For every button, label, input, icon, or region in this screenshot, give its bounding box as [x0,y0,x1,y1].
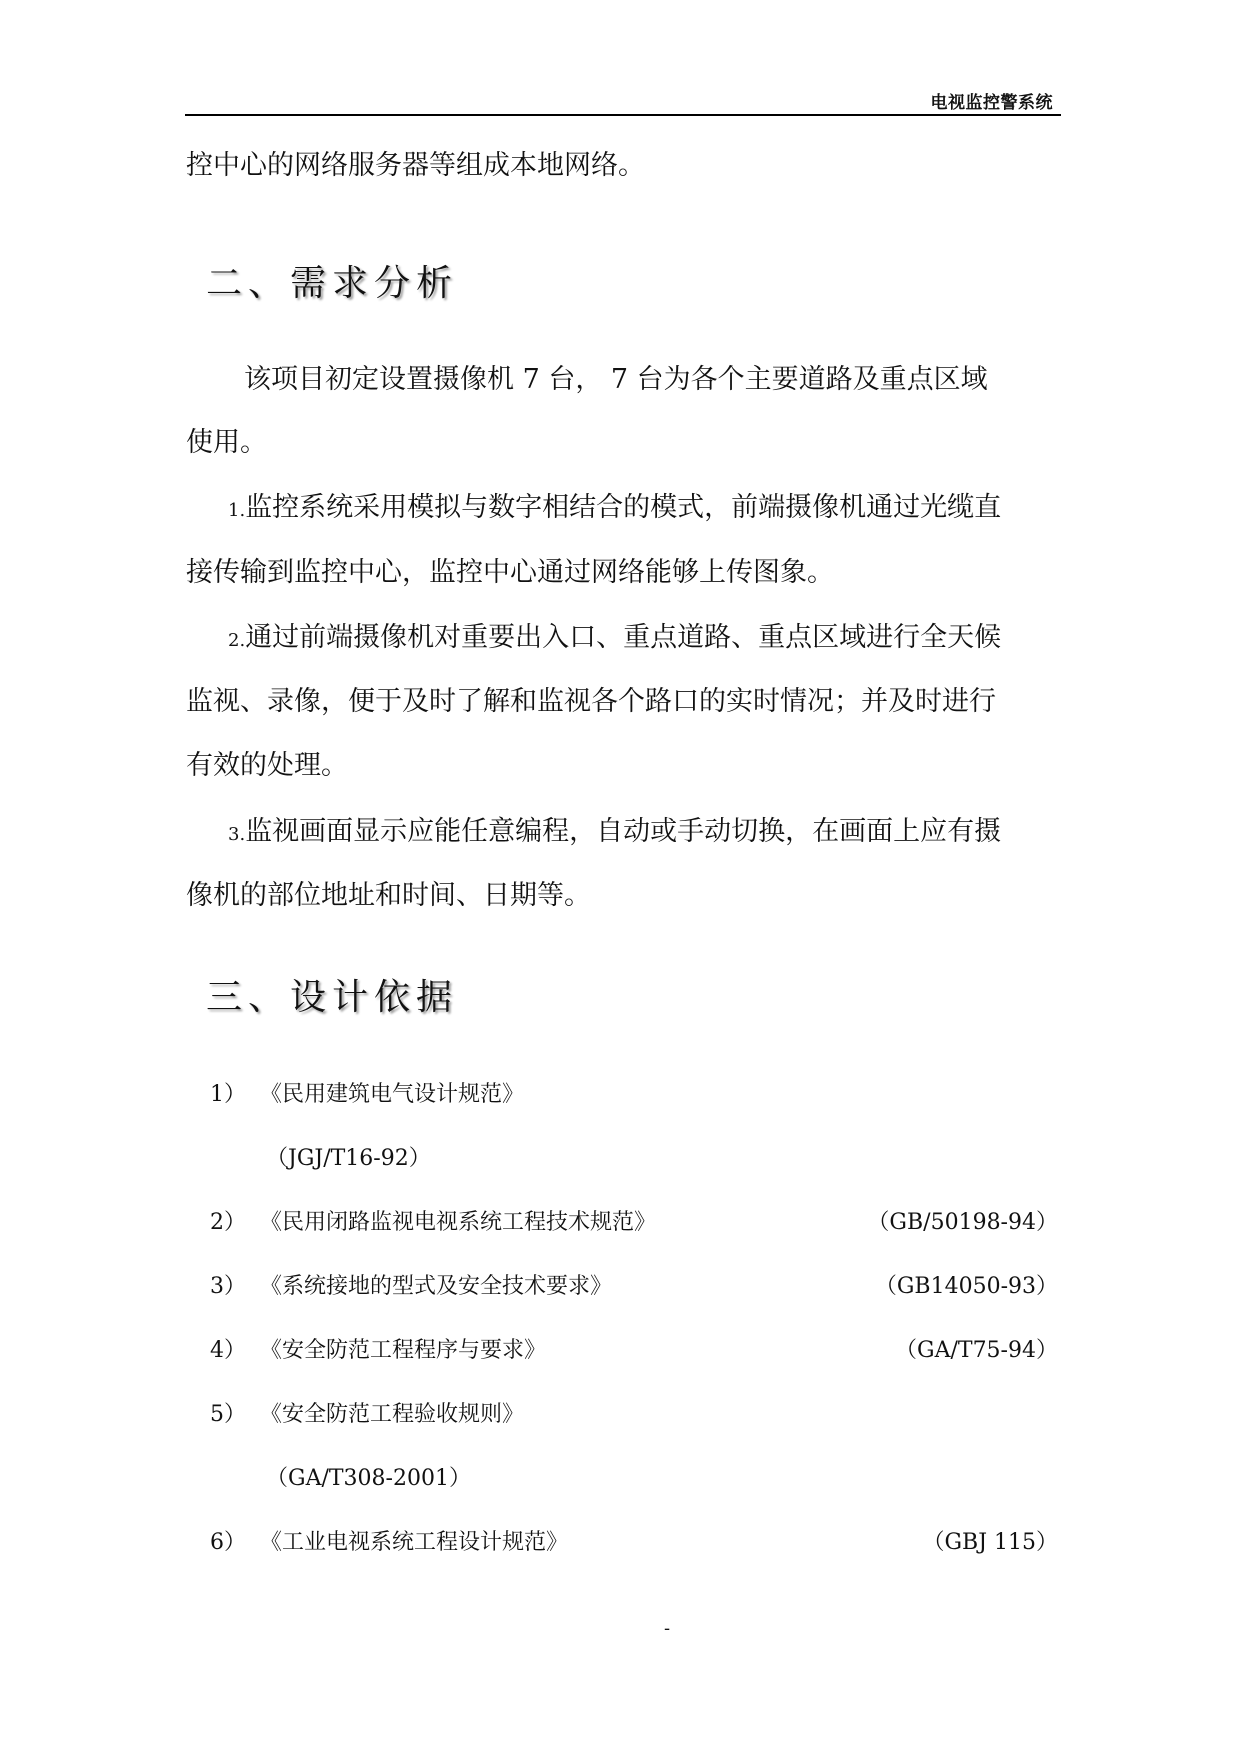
reference-number: 5） [210,1402,246,1427]
reference-item-6 [210,1526,1062,1560]
reference-title: 《系统接地的型式及安全技术要求》 [260,1274,613,1299]
reference-code: （GA/T75-94） [895,1338,1058,1363]
list-item-2-line3: 有效的处理。 [186,750,348,781]
paragraph-camera-count-line1: 该项目初定设置摄像机 7 台， 7 台为各个主要道路及重点区域 [244,364,988,395]
section-heading-design-basis: 三、设计依据 [206,977,459,1018]
reference-code: （JGJ/T16-92） [266,1146,431,1171]
reference-item-3 [210,1270,1062,1304]
list-item-1-line1 [228,490,1001,529]
reference-title: 《安全防范工程验收规则》 [260,1402,525,1427]
list-item-3-line2: 像机的部位地址和时间、日期等。 [186,880,591,911]
paragraph-camera-count-line2: 使用。 [186,427,267,458]
reference-number: 1） [210,1082,246,1107]
reference-number: 4） [210,1338,246,1363]
reference-code: （GA/T308-2001） [266,1466,471,1491]
reference-item-2 [210,1206,1062,1240]
list-item-1-number: 1. [228,500,246,521]
reference-code: （GB/50198-94） [867,1210,1058,1235]
list-item-1-text: 监控系统采用模拟与数字相结合的模式，前端摄像机通过光缆直 [245,492,1002,523]
list-item-2-line2: 监视、录像，便于及时了解和监视各个路口的实时情况；并及时进行 [186,686,996,717]
reference-title: 《民用建筑电气设计规范》 [260,1082,525,1107]
reference-number: 6） [210,1530,246,1555]
reference-code: （GB14050-93） [874,1274,1058,1299]
list-item-2-number: 2. [228,630,246,651]
list-item-3-line1 [228,814,1001,853]
reference-number: 3） [210,1274,246,1299]
reference-item-1 [210,1078,1062,1112]
reference-item-4 [210,1334,1062,1368]
list-item-2-text: 通过前端摄像机对重要出入口、重点道路、重点区域进行全天候 [245,622,1002,653]
list-item-3-number: 3. [228,824,246,845]
list-item-2-line1 [228,620,1001,659]
reference-code: （GBJ 115） [922,1530,1058,1555]
reference-number: 2） [210,1210,246,1235]
reference-title: 《民用闭路监视电视系统工程技术规范》 [260,1210,657,1235]
reference-title: 《工业电视系统工程设计规范》 [260,1530,569,1555]
header-title: 电视监控警系统 [930,93,1053,113]
reference-title: 《安全防范工程程序与要求》 [260,1338,547,1363]
intro-continuation: 控中心的网络服务器等组成本地网络。 [186,150,645,181]
list-item-1-line2: 接传输到监控中心，监控中心通过网络能够上传图象。 [186,557,834,588]
section-heading-requirements: 二、需求分析 [206,263,459,304]
page-footer-mark: - [664,1618,671,1639]
list-item-3-text: 监视画面显示应能任意编程，自动或手动切换，在画面上应有摄 [245,816,1002,847]
page-header [185,86,1061,116]
reference-item-5 [210,1398,1062,1432]
